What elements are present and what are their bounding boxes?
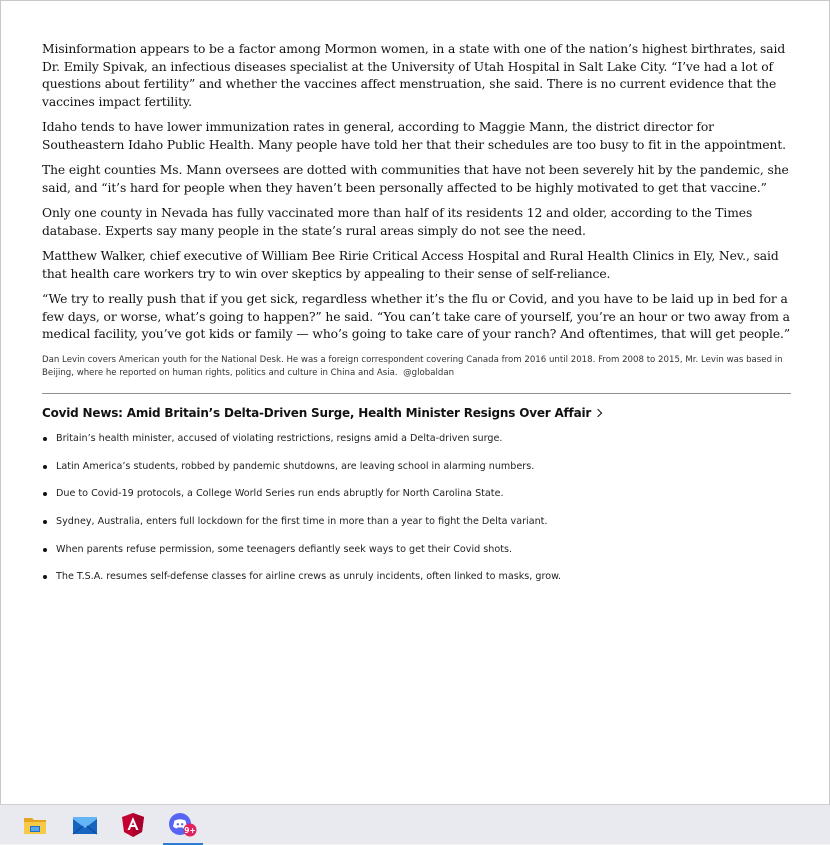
article-body [42,41,792,380]
briefing-title: Covid News: Amid Britain’s Delta-Driven Surge, Health Minister Resigns Over Affair [42,406,592,420]
article-paragraph: Matthew Walker, chief executive of William Bee Ririe Critical Access Hospital and Rural Health Clinics in Ely, Nev., said that health care workers try to win over skeptics by appealing to their sense of self-reliance. [42,249,779,281]
bullet-icon [43,437,47,441]
article-paragraph: The eight counties Ms. Mann oversees are dotted with communities that have not been severely hit by the pandemic, she said, and “it’s hard for people when they haven’t been personally affected to be highly motivated to get that vaccine.” [42,163,789,195]
taskbar-mail[interactable] [61,805,109,845]
article-paragraph: Misinformation appears to be a factor among Mormon women, in a state with one of the nation’s highest birthrates, said Dr. Emily Spivak, an infectious diseases specialist at the University of Utah Hospital in Salt Lake City. “I’ve had a lot of questions about fertility” and whether the vaccines affect menstruation, she said. There is no current evidence that the vaccines impact fertility. [42,42,786,109]
bullet-icon [43,492,47,496]
bullet-icon [43,575,47,579]
taskbar [0,804,830,844]
briefing-item-link[interactable]: Sydney, Australia, enters full lockdown for the first time in more than a year to fight the Delta variant. [56,516,548,528]
section-divider [42,393,791,394]
discord-icon [168,812,198,838]
bullet-icon [43,548,47,552]
briefing-title-link[interactable] [42,406,601,420]
taskbar-angular[interactable] [109,805,157,845]
covid-briefing [42,404,792,598]
notification-badge: 9+ [184,826,196,835]
mail-icon [72,814,98,836]
bullet-icon [43,520,47,524]
briefing-item [42,570,792,584]
article-paragraph: Only one county in Nevada has fully vaccinated more than half of its residents 12 and older, according to the Times database. Experts say many people in the state’s rural areas simply do not see the need. [42,206,753,238]
briefing-item [42,543,792,557]
taskbar-discord[interactable] [159,805,207,845]
chevron-right-icon [594,409,602,417]
article-paragraph: “We try to really push that if you get sick, regardless whether it’s the flu or Covid, and you have to be laid up in bed for a few days, or worse, what’s going to happen?” he said. “You can’t take care of yourself, you’re an hour or two away from a medical facility, you’ve got kids or family — who’s going to take care of your ranch? And oftentimes, that will get people.” [42,292,791,341]
author-bio-text: Dan Levin covers American youth for the National Desk. He was a foreign correspondent covering Canada from 2016 until 2018. From 2008 to 2015, Mr. Levin was based in Beijing, where he reported on human rights, politics and culture in China and Asia. [42,354,783,378]
angular-icon [121,812,145,838]
briefing-item-link[interactable]: When parents refuse permission, some teenagers defiantly seek ways to get their Covid shots. [56,543,513,555]
bullet-icon [43,465,47,469]
taskbar-file-explorer[interactable] [11,805,59,845]
article-paragraph: Idaho tends to have lower immunization rates in general, according to Maggie Mann, the district director for Southeastern Idaho Public Health. Many people have told her that their schedules are too busy to fit in the appointment. [42,120,786,152]
briefing-item [42,515,792,529]
briefing-item-link[interactable]: Britain’s health minister, accused of violating restrictions, resigns amid a Delta-driven surge. [56,433,503,444]
briefing-item [42,460,792,474]
briefing-list [42,432,792,584]
author-twitter-link[interactable]: @globaldan [403,367,455,378]
briefing-item-link[interactable]: Due to Covid-19 protocols, a College World Series run ends abruptly for North Carolina State. [56,488,504,500]
author-bio [42,354,792,380]
briefing-item [42,487,792,501]
briefing-item [42,432,792,446]
briefing-item-link[interactable]: The T.S.A. resumes self-defense classes for airline crews as unruly incidents, often linked to masks, grow. [56,571,562,583]
file-explorer-icon [23,814,47,836]
briefing-item-link[interactable]: Latin America’s students, robbed by pandemic shutdowns, are leaving school in alarming numbers. [56,460,535,472]
